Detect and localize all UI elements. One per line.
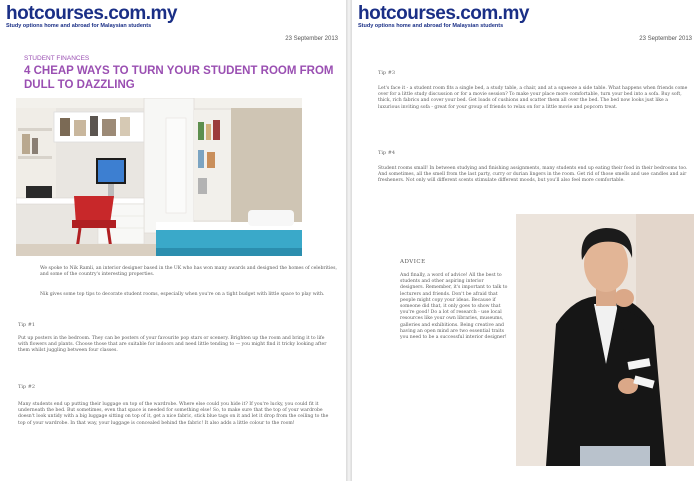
right-page [352,0,700,481]
category-kicker: STUDENT FINANCES [24,55,90,62]
tip4-paragraph: Student rooms small! In between studying and finishing assignments, many students end up eating their food in their bedrooms too. And sometimes, all the smell from the last party, curry or durian lingers in the room. Get rid of those smells and use candles and air fresheners. Not only will different scents stimulate different moods, but you'll also feel more comfortable. [378,166,688,184]
tip3-label: Tip #3 [378,70,396,76]
advice-paragraph: And finally, a word of advice! All the best to students and other aspiring interior designers. Remember, it's important to talk to lecturers and friends. Don't be afraid that people might copy your ideas. Because if someone did that, it only goes to show that you're good! Do a lot of research - use local resources like your own libraries, museums, galleries and exhibitions. Being creative and having an open mind are two essential traits you need to be a successful interior designer! [400,273,508,341]
article-date: 23 September 2013 [285,36,338,42]
tip2-label: Tip #2 [18,384,36,390]
advice-label: ADVICE [400,259,426,265]
tip1-label: Tip #1 [18,322,36,328]
left-page [0,0,346,481]
designer-portrait-photo [516,214,694,466]
intro-paragraph-2: Nik gives some top tips to decorate student rooms, especially when you're on a tight budget with little space to play with. [40,292,325,297]
intro-paragraph-1: We spoke to Nik Ramli, an interior designer based in the UK who has won many awards and designed the homes of celebrities, and some of the country's interesting properties. [40,266,337,278]
article-date: 23 September 2013 [639,36,692,42]
student-room-photo [16,98,302,256]
hotcourses-logo: hotcourses.com.my [358,3,529,24]
tip4-label: Tip #4 [378,150,396,156]
hotcourses-logo: hotcourses.com.my [6,3,177,24]
logo-tagline: Study options home and abroad for Malaysian students [358,23,504,29]
tip1-paragraph: Put up posters in the bedroom. They can be posters of your favourite pop stars or scenery. Brighten up the room and bring it to life with flowers and plants. Choose those that are suitable for indoors and need little tending to — you might find it tricky looking after them whilst juggling between four classes. [18,336,327,354]
logo-tagline: Study options home and abroad for Malaysian students [6,23,152,29]
article-headline: 4 CHEAP WAYS TO TURN YOUR STUDENT ROOM FROM DULL TO DAZZLING [24,65,334,91]
tip3-paragraph: Let's face it - a student room fits a single bed, a study table, a chair, and at a squeeze a side table. What happens when friends come over for a little study discussion or for a movie session? To make your place more comfortable, turn your bed into a sofa. Buy soft, thick, rich fabrics and cover your bed. Get loads of cushions and scatter them all over the bed. The bed now looks just like a luxurious inviting sofa - great for your group of friends to relax on for a little movie and popcorn treat. [378,86,688,110]
tip2-paragraph: Many students end up putting their luggage on top of the wardrobe. Where else could you hide it? If you're lucky, you could fit it underneath the bed. But sometimes, even that space is needed for something else! So, to make sure that the top of your wardrobe doesn't look untidy with a big luggage sitting on top of it, get a nice fabric, stick blue tags on it and let it drop from the ceiling to the top of your wardrobe. In that way, your luggage is concealed behind the fabric! It also adds a little colour to the room! [18,402,329,426]
